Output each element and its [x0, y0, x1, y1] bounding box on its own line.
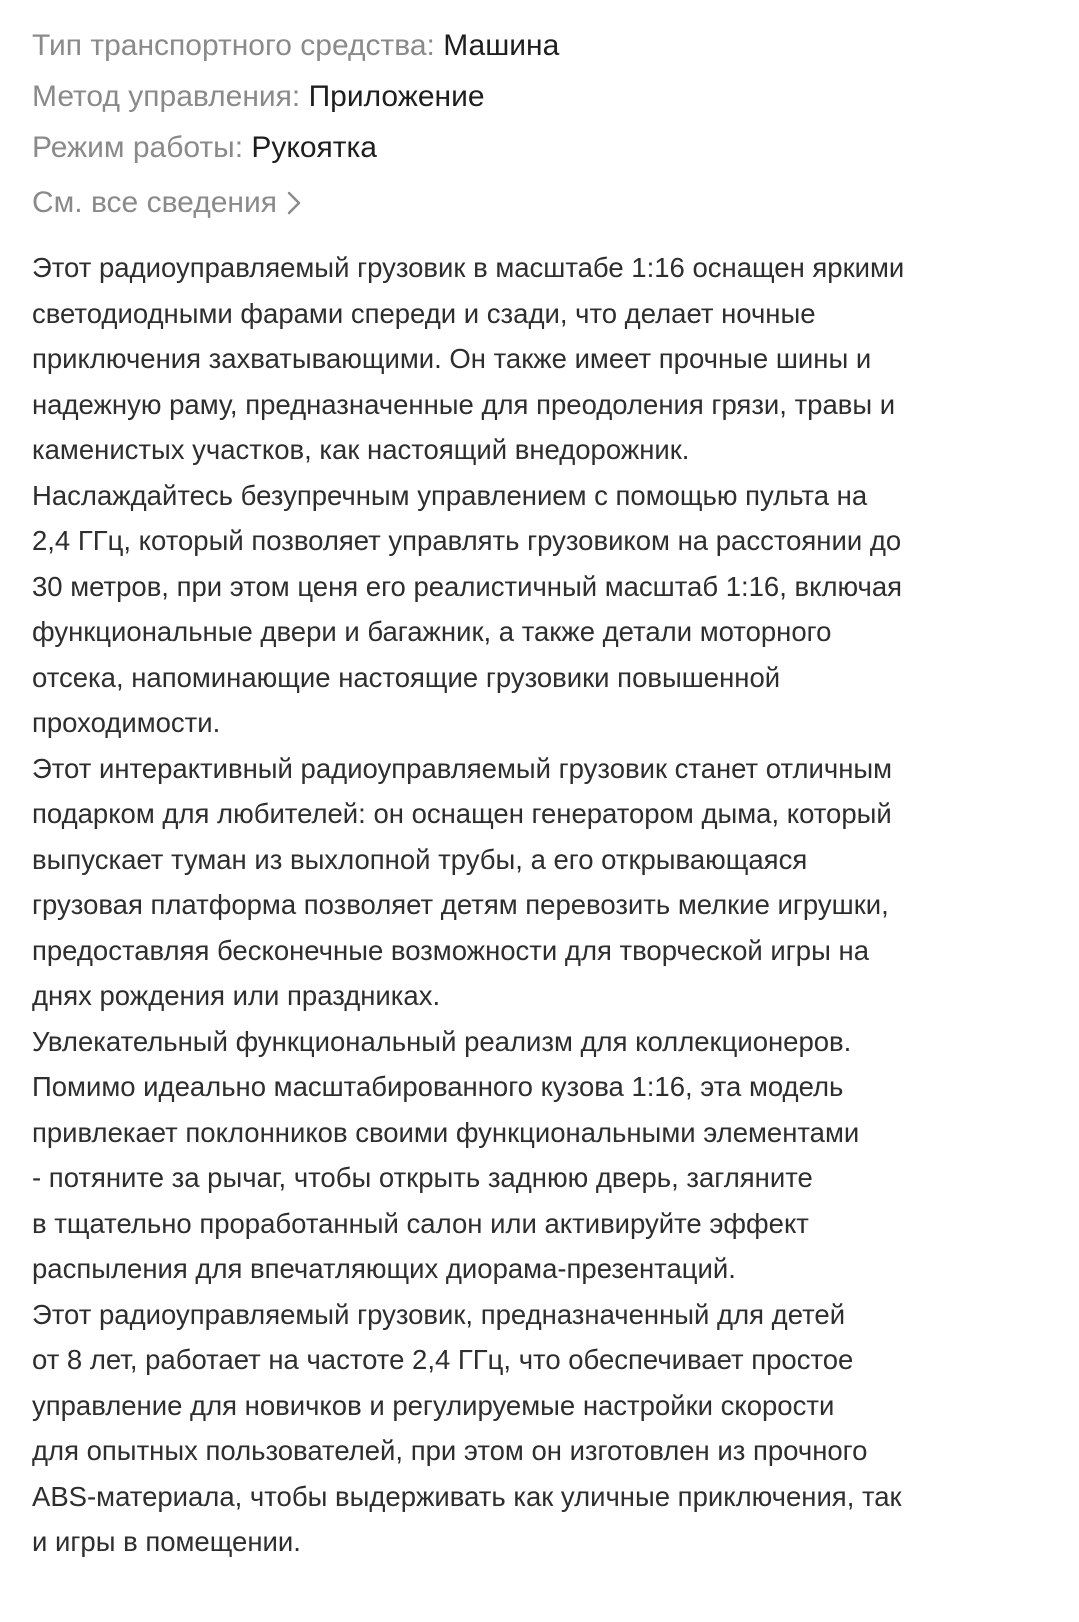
description-line: Увлекательный функциональный реализм для коллекционеров. — [32, 1025, 852, 1057]
description-line: отсека, напоминающие настоящие грузовики повышенной — [32, 661, 781, 693]
description-line: для опытных пользователей, при этом он изготовлен из прочного — [32, 1435, 868, 1466]
description-line: надежную раму, предназначенные для преодоления грязи, травы и — [32, 388, 896, 420]
description-line: выпускает туман из выхлопной трубы, а его открывающаяся — [32, 843, 808, 875]
description-line: грузовая платформа позволяет детям перевозить мелкие игрушки, — [32, 889, 889, 920]
spec-key: Режим работы: — [32, 131, 252, 164]
description-line: ABS-материала, чтобы выдерживать как уличные приключения, так — [32, 1480, 902, 1512]
see-all-details-link[interactable] — [32, 180, 303, 226]
chevron-right-icon — [285, 190, 303, 216]
description-line: Этот радиоуправляемый грузовик, предназначенный для детей — [32, 1298, 846, 1330]
description-line: привлекает поклонников своими функциональными элементами — [32, 1116, 860, 1148]
description-line: проходимости. — [32, 707, 221, 738]
description-line: 30 метров, при этом ценя его реалистичный масштаб 1:16, включая — [32, 570, 903, 602]
description-line: Наслаждайтесь безупречным управлением с помощью пульта на — [32, 479, 868, 511]
description-line: распыления для впечатляющих диорама-презентаций. — [32, 1253, 736, 1284]
description-line: 2,4 ГГц, который позволяет управлять грузовиком на расстоянии до — [32, 525, 902, 556]
description-line: Этот интерактивный радиоуправляемый грузовик станет отличным — [32, 752, 893, 784]
description-line: предоставляя бесконечные возможности для творческой игры на — [32, 934, 869, 966]
spec-value: Приложение — [308, 80, 485, 113]
product-description — [32, 245, 1052, 1565]
description-line: от 8 лет, работает на частоте 2,4 ГГц, что обеспечивает простое — [32, 1344, 854, 1375]
description-line: - потяните за рычаг, чтобы открыть заднюю дверь, загляните — [32, 1162, 813, 1193]
see-all-details-label: См. все сведения — [32, 186, 277, 219]
description-line: приключения захватывающими. Он также имеет прочные шины и — [32, 343, 872, 374]
spec-key: Тип транспортного средства: — [32, 29, 444, 62]
spec-row-operating-mode — [32, 122, 1052, 173]
description-line: функциональные двери и багажник, а также детали моторного — [32, 616, 832, 647]
description-line: Этот радиоуправляемый грузовик в масштабе 1:16 оснащен яркими — [32, 252, 905, 283]
spec-value: Машина — [443, 29, 560, 62]
description-line: в тщательно проработанный салон или активируйте эффект — [32, 1207, 809, 1239]
description-line: подарком для любителей: он оснащен генератором дыма, который — [32, 798, 892, 829]
specs-list — [32, 20, 1052, 173]
spec-value: Рукоятка — [251, 131, 377, 164]
description-line: управление для новичков и регулируемые настройки скорости — [32, 1389, 835, 1421]
spec-row-control-method — [32, 71, 1052, 122]
description-line: и игры в помещении. — [32, 1526, 301, 1557]
description-line: днях рождения или праздниках. — [32, 980, 441, 1011]
description-line: Помимо идеально масштабированного кузова 1:16, эта модель — [32, 1071, 844, 1102]
description-line: каменистых участков, как настоящий внедорожник. — [32, 434, 690, 465]
spec-key: Метод управления: — [32, 80, 309, 113]
spec-row-vehicle-type — [32, 20, 1052, 71]
description-line: светодиодными фарами спереди и сзади, что делает ночные — [32, 297, 816, 329]
